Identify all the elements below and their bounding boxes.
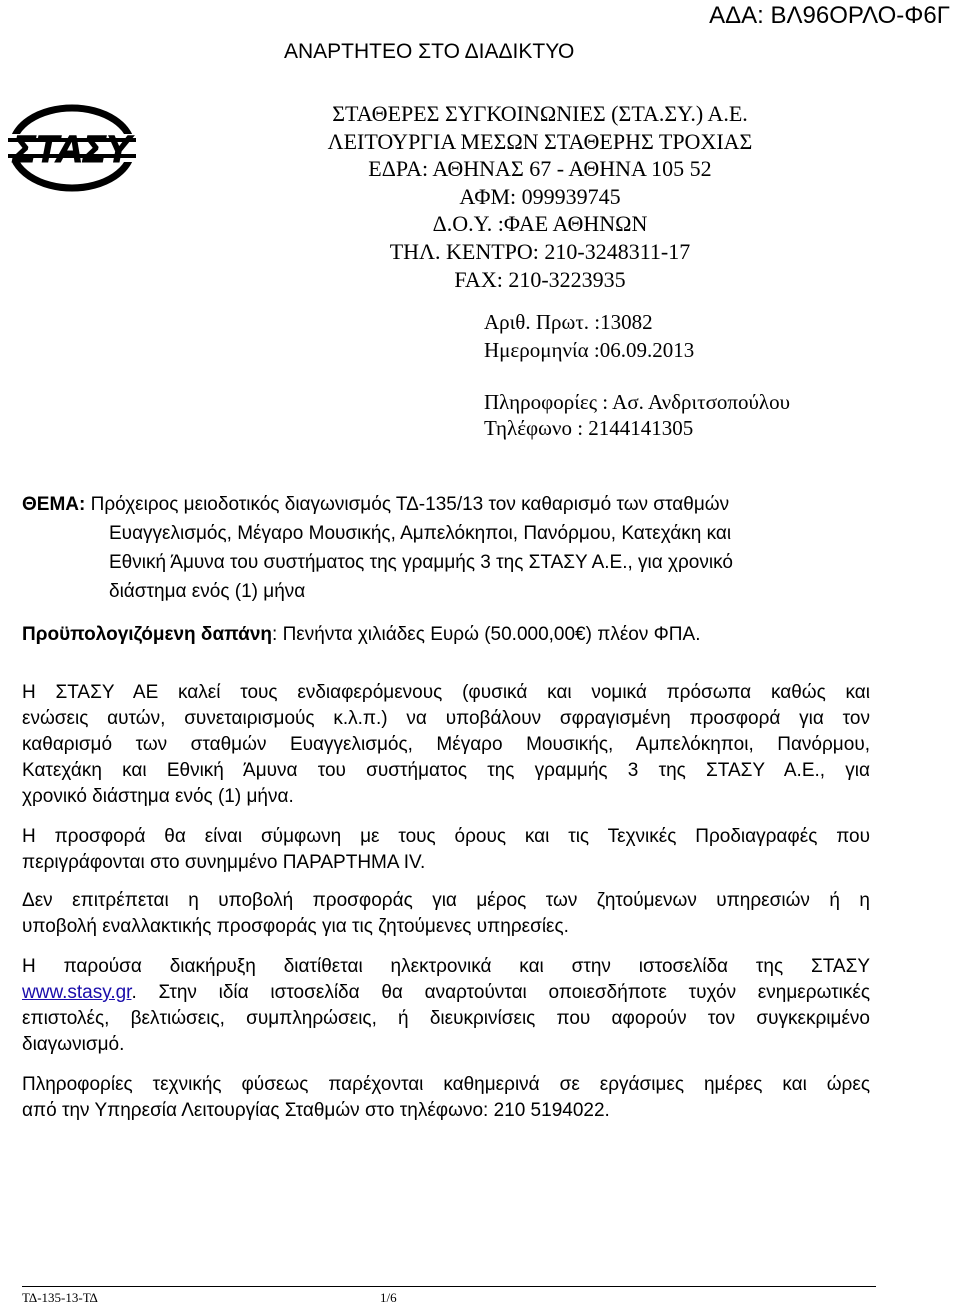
- subject-block: [22, 490, 902, 606]
- subject-label: ΘΕΜΑ:: [22, 494, 86, 515]
- paragraph-line: Η παρούσα διακήρυξη διατίθεται ηλεκτρονικά και στην ιστοσελίδα της ΣΤΑΣΥ: [22, 956, 870, 977]
- ada-code: ΑΔΑ: ΒΛ96ΟΡΛΟ-Φ6Γ: [709, 2, 950, 29]
- subject-line: [22, 490, 902, 519]
- subject-line: Ευαγγελισμός, Μέγαρο Μουσικής, Αμπελόκηποι, Πανόρμου, Κατεχάκη και: [109, 523, 732, 544]
- stasy-logo: [6, 100, 138, 196]
- paragraph-line: διαγωνισμό.: [22, 1034, 125, 1055]
- footer-document-code: ΤΔ-135-13-ΤΔ: [22, 1290, 98, 1305]
- org-line: ΕΔΡΑ: ΑΘΗΝΑΣ 67 - ΑΘΗΝΑ 105 52: [368, 156, 712, 182]
- paragraph-line: από την Υπηρεσία Λειτουργίας Σταθμών στο τηλέφωνο: 210 5194022.: [22, 1100, 610, 1121]
- organization-block: [270, 100, 810, 293]
- paragraph-line: Η ΣΤΑΣΥ ΑΕ καλεί τους ενδιαφερόμενους (φυσικά και νομικά πρόσωπα καθώς και: [22, 682, 870, 703]
- paragraph-line: περιγράφονται στο συνημμένο ΠΑΡΑΡΤΗΜΑ IV.: [22, 852, 426, 873]
- org-line: FAX: 210-3223935: [454, 266, 626, 292]
- budget-value: : Πενήντα χιλιάδες Ευρώ (50.000,00€) πλέον ΦΠΑ.: [272, 624, 701, 645]
- document-date: Ημερομηνία :06.09.2013: [484, 338, 695, 362]
- paragraph-technical-info: [22, 1072, 870, 1124]
- org-line: ΤΗΛ. ΚΕΝΤΡΟ: 210-3248311-17: [389, 238, 691, 264]
- paragraph-line: Πληροφορίες τεχνικής φύσεως παρέχονται καθημερινά σε εργάσιμες ημέρες και ώρες: [22, 1074, 870, 1095]
- paragraph-line: Δεν επιτρέπεται η υποβολή προσφοράς για μέρος των ζητούμενων υπηρεσιών ή η: [22, 890, 870, 911]
- budget-line: [22, 624, 700, 646]
- subject-text: Πρόχειρος μειοδοτικός διαγωνισμός ΤΔ-135/13 τον καθαρισμό των σταθμών: [90, 494, 730, 515]
- paragraph-invitation: [22, 680, 870, 810]
- paragraph-line: υποβολή εναλλακτικής προσφοράς για τις ζητούμενες υπηρεσίες.: [22, 916, 569, 937]
- paragraph-line: ενώσεις αυτών, συνεταιρισμούς κ.λ.π.) να υποβάλουν σφραγισμένη προσφορά για τον: [22, 708, 870, 729]
- paragraph-line: Η προσφορά θα είναι σύμφωνη με τους όρους και τις Τεχνικές Προδιαγραφές που: [22, 826, 870, 847]
- footer-page-number: 1/6: [380, 1290, 397, 1305]
- paragraph-line: χρονικό διάστημα ενός (1) μήνα.: [22, 786, 294, 807]
- org-line: ΑΦΜ: 099939745: [459, 183, 621, 209]
- paragraph-line-text: . Στην ιδία ιστοσελίδα θα αναρτούνται οποιεσδήποτε τυχόν ενημερωτικές: [131, 982, 870, 1003]
- org-line: ΣΤΑΘΕΡΕΣ ΣΥΓΚΟΙΝΩΝΙΕΣ (ΣΤΑ.ΣΥ.) Α.Ε.: [332, 101, 748, 126]
- paragraph-specifications: [22, 824, 870, 876]
- paragraph-line: [22, 980, 870, 1006]
- contact-phone: Τηλέφωνο : 2144141305: [484, 416, 694, 440]
- paragraph-line: επιστολές, βελτιώσεις, συμπληρώσεις, ή διευκρινίσεις που αφορούν τον συγκεκριμένο: [22, 1008, 870, 1029]
- budget-label: Προϋπολογιζόμενη δαπάνη: [22, 624, 273, 645]
- paragraph-line: καθαρισμό των σταθμών Ευαγγελισμός, Μέγαρο Μουσικής, Αμπελόκηποι, Πανόρμου,: [22, 734, 870, 755]
- posted-online-heading: ΑΝΑΡΤΗΤΕΟ ΣΤΟ ΔΙΑΔΙΚΤΥΟ: [284, 40, 575, 63]
- org-line: ΛΕΙΤΟΥΡΓΙΑ ΜΕΣΩΝ ΣΤΑΘΕΡΗΣ ΤΡΟΧΙΑΣ: [327, 128, 753, 154]
- org-line: Δ.Ο.Υ. :ΦΑΕ ΑΘΗΝΩΝ: [432, 211, 648, 237]
- website-link[interactable]: www.stasy.gr: [22, 982, 132, 1003]
- paragraph-line: Κατεχάκη και Εθνική Άμυνα του συστήματος της γραμμής 3 της ΣΤΑΣΥ Α.Ε., για: [22, 760, 870, 781]
- contact-person: Πληροφορίες : Ασ. Ανδριτσοπούλου: [484, 390, 790, 414]
- svg-text:ΣΤΑΣΥ: ΣΤΑΣΥ: [12, 129, 132, 171]
- protocol-number: Αριθ. Πρωτ. :13082: [484, 310, 653, 334]
- paragraph-partial-offers: [22, 888, 870, 940]
- subject-line: διάστημα ενός (1) μήνα: [109, 581, 306, 602]
- subject-line: Εθνική Άμυνα του συστήματος της γραμμής 3 της ΣΤΑΣΥ Α.Ε., για χρονικό: [109, 552, 733, 573]
- footer-divider: [22, 1286, 876, 1287]
- paragraph-website: [22, 954, 870, 1058]
